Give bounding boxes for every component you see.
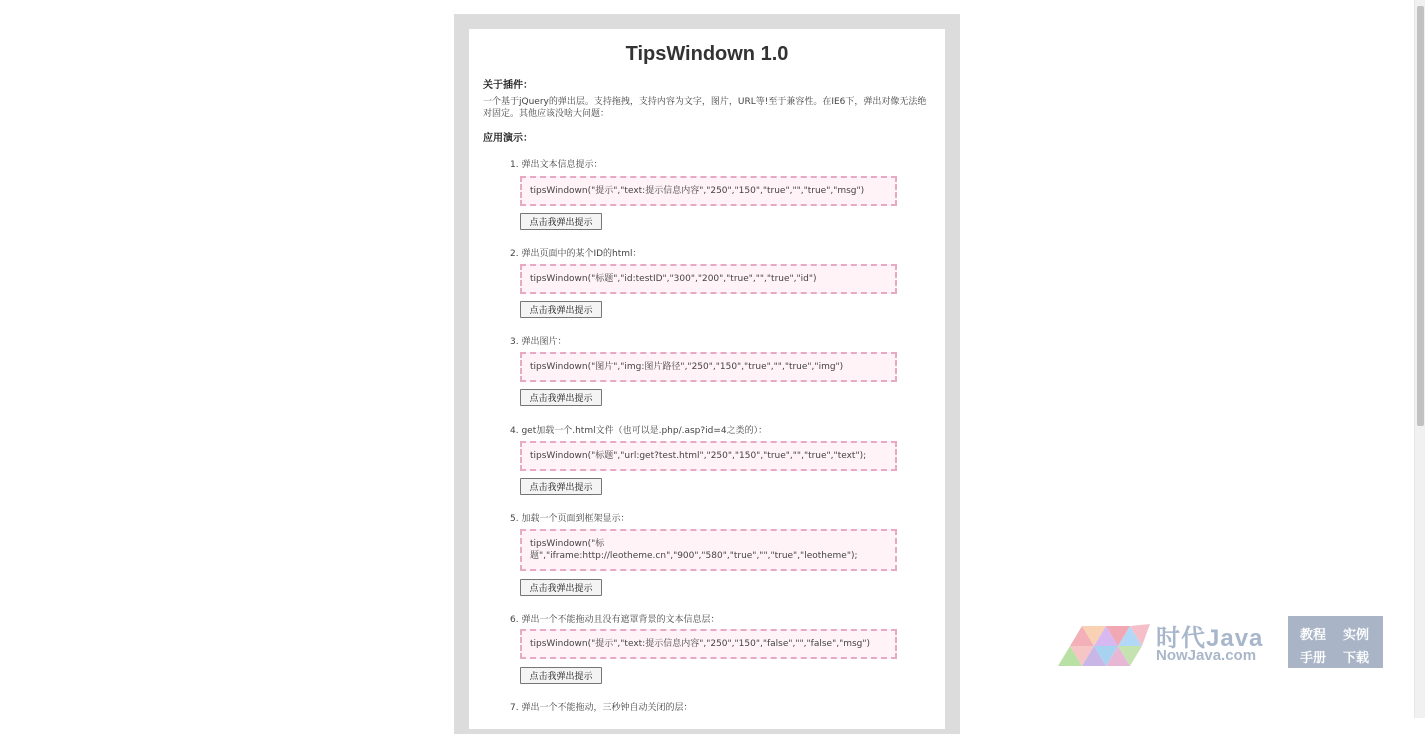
page-content xyxy=(469,29,945,729)
watermark-box-1: 教程 xyxy=(1300,628,1327,643)
demo-heading: 应用演示： xyxy=(483,133,533,144)
triangle-logo-icon xyxy=(1058,616,1150,668)
popup-button-4[interactable]: 点击我弹出提示 xyxy=(520,478,602,495)
about-text: 一个基于jQuery的弹出层。支持拖拽，支持内容为文字，图片，URL等!至于兼容性。在IE6下，弹出对像无法绝对固定。其他应该没啥大问题： xyxy=(483,97,927,119)
watermark-box-2: 实例 xyxy=(1343,628,1370,643)
scrollbar-thumb[interactable] xyxy=(1417,6,1424,426)
watermark-title: 时代Java xyxy=(1156,625,1264,652)
demo-heading-5: 5. 加载一个页面到框架显示： xyxy=(510,514,630,524)
demo-heading-6: 6. 弹出一个不能拖动且没有遮罩背景的文本信息层： xyxy=(510,615,720,625)
popup-button-3[interactable]: 点击我弹出提示 xyxy=(520,389,602,406)
demo-heading-1: 1. 弹出文本信息提示： xyxy=(510,160,603,170)
popup-button-1[interactable]: 点击我弹出提示 xyxy=(520,213,602,230)
demo-heading-2: 2. 弹出页面中的某个ID的html： xyxy=(510,249,642,259)
about-heading: 关于插件： xyxy=(483,80,533,91)
watermark-box xyxy=(1288,616,1383,668)
code-box-6: tipsWindown("提示","text:提示信息内容","250","150","false","","false","msg") xyxy=(520,629,897,659)
code-box-3: tipsWindown("图片","img:图片路径","250","150","true","","true","img") xyxy=(520,352,897,382)
code-box-2: tipsWindown("标题","id:testID","300","200","true","","true","id") xyxy=(520,264,897,294)
watermark-box-4: 下载 xyxy=(1343,651,1370,666)
demo-heading-3: 3. 弹出图片： xyxy=(510,337,567,347)
popup-button-5[interactable]: 点击我弹出提示 xyxy=(520,579,602,596)
demo-heading-4: 4. get加载一个.html文件（也可以是.php/.asp?id=4之类的）： xyxy=(510,426,768,436)
demo-list xyxy=(469,29,945,729)
watermark-logo xyxy=(1058,614,1388,670)
watermark-box-3: 手册 xyxy=(1300,651,1327,666)
page-title: TipsWindown 1.0 xyxy=(625,43,789,65)
watermark-url: NowJava.com xyxy=(1156,647,1257,664)
code-box-5 xyxy=(520,529,897,571)
code-box-4: tipsWindown("标题","url:get?test.html","250","150","true","","true","text"); xyxy=(520,441,897,471)
code-line-5a: tipsWindown("标 xyxy=(530,539,605,549)
demo-heading-7: 7. 弹出一个不能拖动，三秒钟自动关闭的层： xyxy=(510,703,693,713)
code-line-5b: 题","iframe:http://leotheme.cn","900","580","true","","true","leotheme"); xyxy=(530,551,858,561)
popup-button-6[interactable]: 点击我弹出提示 xyxy=(520,667,602,684)
code-box-1: tipsWindown("提示","text:提示信息内容","250","150","true","","true","msg") xyxy=(520,176,897,206)
vertical-scrollbar[interactable] xyxy=(1414,0,1425,718)
popup-button-2[interactable]: 点击我弹出提示 xyxy=(520,301,602,318)
